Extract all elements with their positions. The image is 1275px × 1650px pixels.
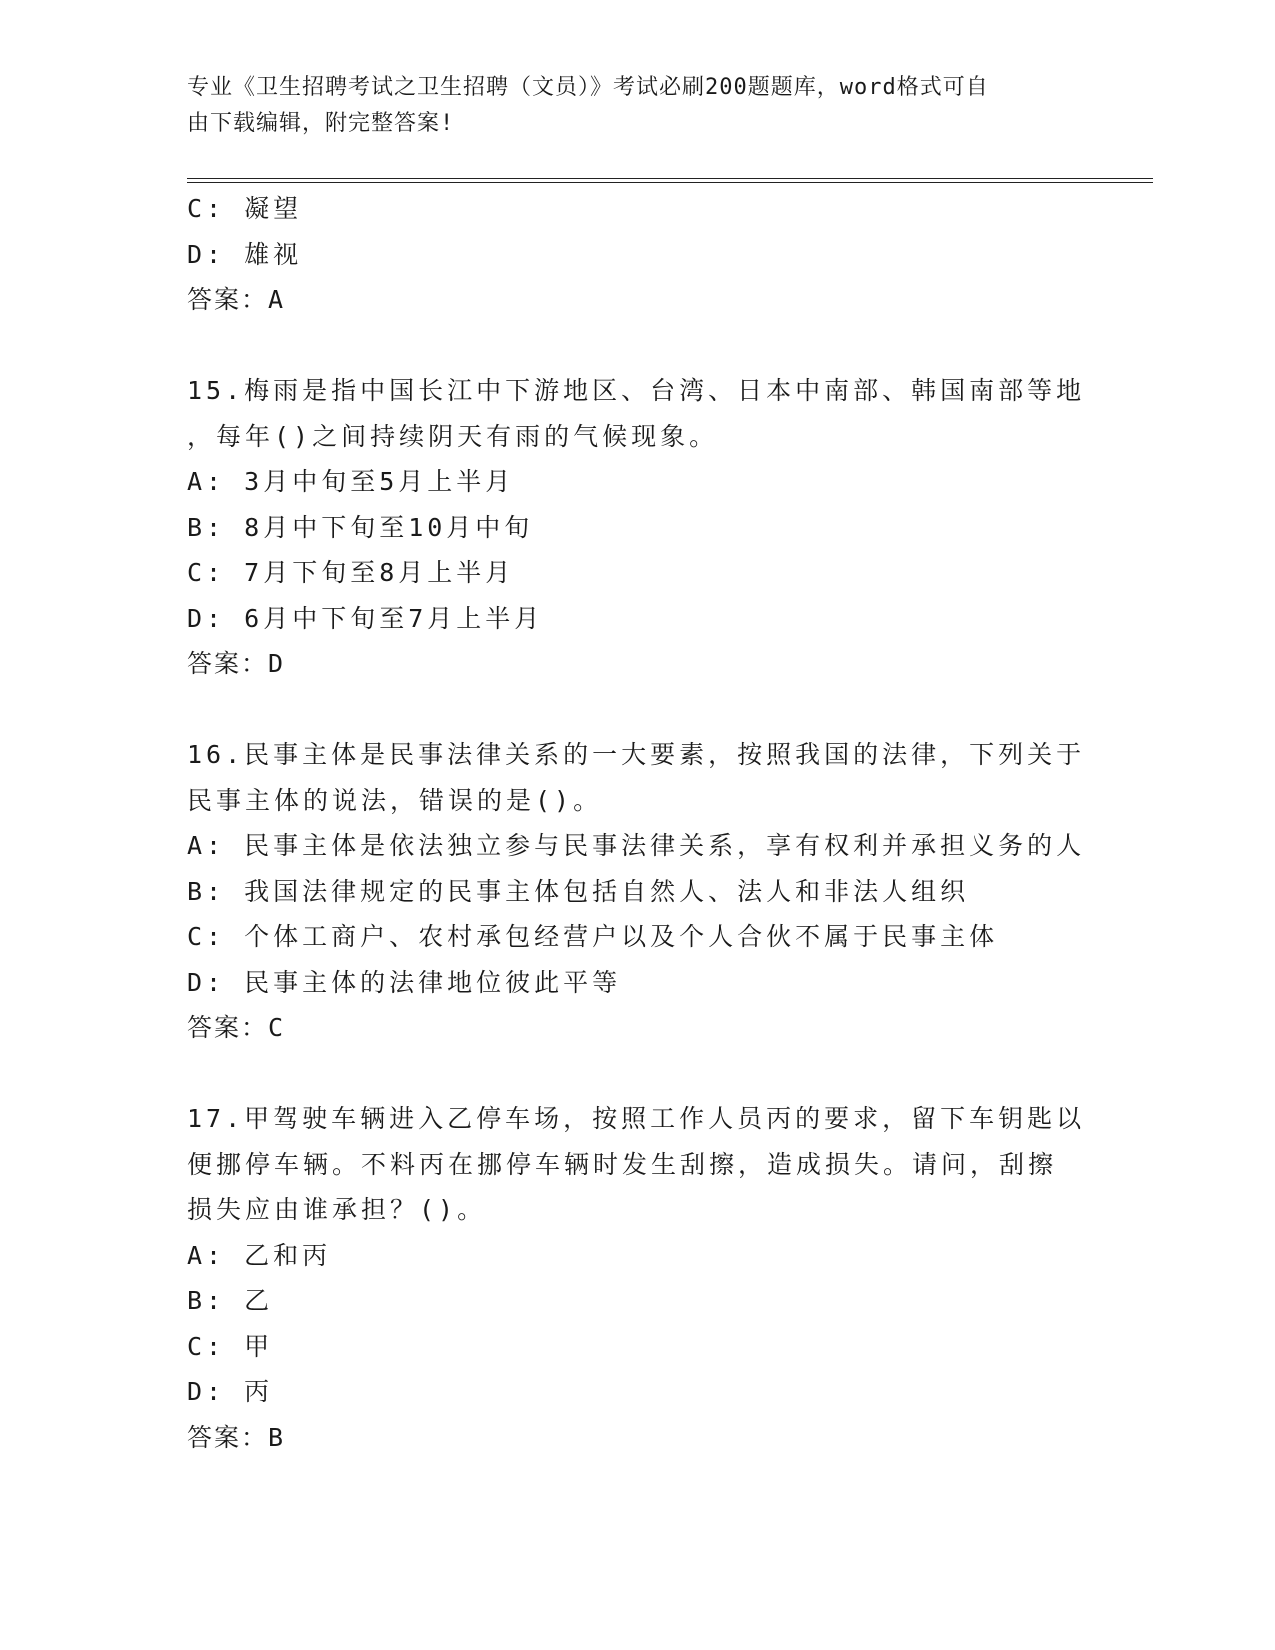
option-a: A: 民事主体是依法独立参与民事法律关系，享有权利并承担义务的人 [187,831,1086,860]
question-content [187,186,1087,1460]
option-d: D: 6月中下旬至7月上半月 [187,603,544,633]
option-c: C: 7月下旬至8月上半月 [187,558,515,587]
option-d: D: 丙 [187,1377,274,1406]
option-b: B: 我国法律规定的民事主体包括自然人、法人和非法人组织 [187,876,970,906]
document-header [187,70,1067,142]
question-stem: 民事主体的说法，错误的是()。 [187,785,603,815]
option-c: C: 个体工商户、农村承包经营户以及个人合伙不属于民事主体 [187,922,999,951]
answer-label: 答案：B [187,1422,286,1452]
option-a: A: 3月中旬至5月上半月 [187,467,515,496]
question-stem: ，每年()之间持续阴天有雨的气候现象。 [187,421,719,451]
spacer [187,687,1087,733]
option-b: B: 8月中下旬至10月中旬 [187,512,534,542]
option-c: C: 凝望 [187,194,303,223]
question-14-continued [187,186,1087,323]
header-divider-top [187,178,1153,179]
question-16 [187,732,1087,1051]
question-stem: 15.梅雨是指中国长江中下游地区、台湾、日本中南部、韩国南部等地 [187,376,1086,405]
question-stem: 16.民事主体是民事法律关系的一大要素，按照我国的法律，下列关于 [187,740,1086,769]
question-stem: 损失应由谁承担？()。 [187,1195,487,1224]
answer-label: 答案：D [187,649,286,678]
option-d: D: 雄视 [187,239,303,269]
option-d: D: 民事主体的法律地位彼此平等 [187,967,622,997]
question-stem: 便挪停车辆。不料丙在挪停车辆时发生刮擦，造成损失。请问，刮擦 [187,1149,1058,1179]
option-b: B: 乙 [187,1286,274,1315]
question-15 [187,368,1087,687]
option-a: A: 乙和丙 [187,1240,332,1270]
header-line-1: 专业《卫生招聘考试之卫生招聘（文员）》考试必刷200题题库，word格式可自 [187,75,989,100]
question-17 [187,1096,1087,1460]
option-c: C: 甲 [187,1331,274,1361]
header-line-2: 由下载编辑，附完整答案! [187,111,455,136]
answer-label: 答案：A [187,285,286,314]
spacer [187,1051,1087,1097]
answer-label: 答案：C [187,1013,286,1042]
question-stem: 17.甲驾驶车辆进入乙停车场，按照工作人员丙的要求，留下车钥匙以 [187,1104,1086,1133]
header-divider-bottom [187,182,1153,183]
spacer [187,323,1087,369]
